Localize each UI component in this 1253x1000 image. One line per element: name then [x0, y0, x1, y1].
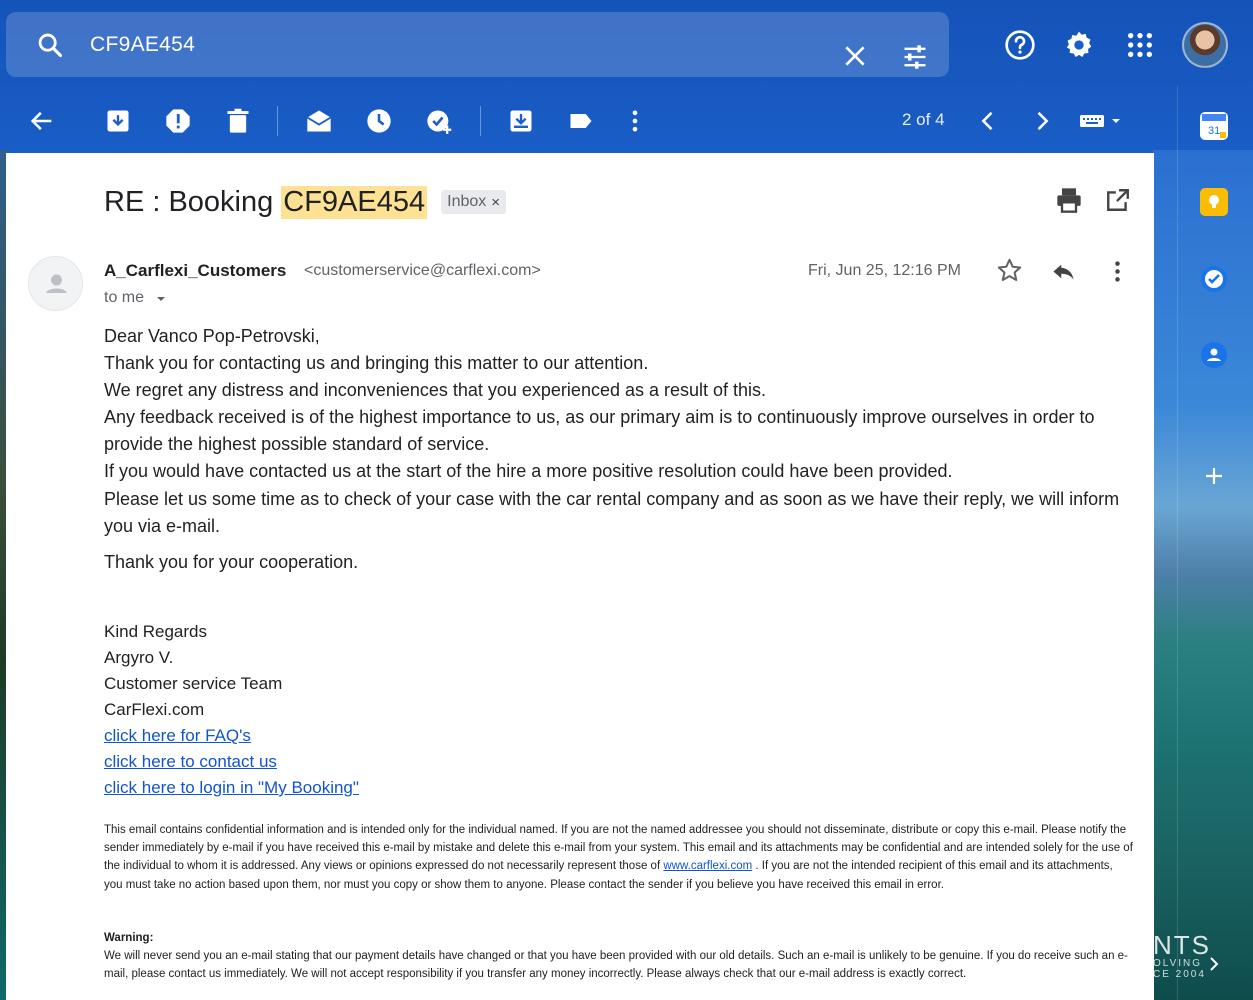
recipient-label: to me: [104, 289, 145, 306]
keep-icon[interactable]: [1200, 188, 1228, 216]
my-booking-login-link[interactable]: click here to login in "My Booking": [104, 778, 359, 797]
apps-grid-icon[interactable]: [1124, 29, 1156, 61]
inbox-label-chip[interactable]: [441, 190, 506, 214]
label-tag-icon[interactable]: [567, 107, 595, 135]
account-avatar[interactable]: [1182, 22, 1228, 68]
body-thanks: Thank you for your cooperation.: [104, 552, 359, 572]
inbox-label-text: Inbox: [447, 193, 487, 210]
body-line: you via e-mail.: [104, 516, 221, 536]
add-addon-plus-icon[interactable]: [1200, 462, 1228, 490]
star-icon[interactable]: [996, 257, 1023, 284]
search-icon[interactable]: [36, 31, 64, 59]
search-input[interactable]: CF9AE454: [90, 33, 196, 56]
watermark-text: NTS: [1153, 930, 1211, 960]
delete-trash-icon[interactable]: [224, 107, 252, 135]
subject-search-highlight: CF9AE454: [283, 185, 426, 218]
warning-text: We will never send you an e-mail stating that our payment details have changed or that you have been provided with our old details. Such an e-mail is unlikely to be genuine. If you do receive such an e-mail, please contact us immediately. We will not accept responsibility if you transfer any money incorrectly. Please always check that our e-mail address is exactly correct.: [104, 950, 1128, 981]
body-line: provide the highest possible standard of service.: [104, 434, 490, 454]
add-to-tasks-icon[interactable]: [425, 107, 453, 135]
body-line: We regret any distress and inconveniences that you experienced as a result of this.: [104, 380, 767, 400]
signature-company: CarFlexi.com: [104, 700, 205, 719]
back-arrow-icon[interactable]: [28, 107, 56, 135]
pager-count: 2 of 4: [902, 110, 945, 129]
legal-text: . If you are not the intended recipient of this email and its attachments, you must take no action based upon them, nor must you copy or show them to anyone. Please contact the sender if you believe you have received this email in error.: [104, 860, 1113, 891]
settings-gear-icon[interactable]: [1063, 29, 1095, 61]
email-date: Fri, Jun 25, 12:16 PM: [808, 262, 961, 279]
more-options-icon[interactable]: [621, 107, 649, 135]
reply-icon[interactable]: [1050, 258, 1077, 285]
confidentiality-notice: [104, 821, 1134, 894]
signature-team: Customer service Team: [104, 674, 283, 693]
contacts-icon[interactable]: [1200, 341, 1228, 369]
search-bar[interactable]: [6, 12, 949, 77]
subject-text: RE : Booking: [104, 185, 274, 218]
tasks-icon[interactable]: [1200, 265, 1228, 293]
body-line: If you would have contacted us at the start of the hire a more positive resolution could have been provided.: [104, 461, 953, 481]
legal-text: This email contains confidential information and is intended only for the individual named. If you are not the named addressee you should not disseminate, distribute or copy this e-mail. Please notify the sender immediately by e-mail if you have received this e-mail by mistake and delete this e-mail from your system. This email and its attachments may be confidential and are intended solely for the use of the individual to whom it is addressed. Any views or opinions expressed do not necessarily represent those of: [104, 824, 1133, 873]
carflexi-website-link[interactable]: www.carflexi.com: [663, 860, 753, 873]
clear-search-icon[interactable]: [842, 43, 868, 69]
toolbar-divider: [480, 106, 481, 136]
body-line: Any feedback received is of the highest importance to us, as our primary aim is to continuously improve ourselves in order to: [104, 407, 1095, 427]
older-chevron-right-icon[interactable]: [1028, 107, 1056, 135]
newer-chevron-left-icon[interactable]: [974, 107, 1002, 135]
side-panel-expand-chevron-icon[interactable]: [1206, 956, 1222, 972]
search-options-icon[interactable]: [901, 43, 929, 71]
mark-unread-icon[interactable]: [305, 107, 333, 135]
calendar-icon[interactable]: [1200, 112, 1228, 140]
signature-name: Argyro V.: [104, 648, 174, 667]
contact-us-link[interactable]: click here to contact us: [104, 752, 277, 771]
sender-email: <customerservice@carflexi.com>: [304, 262, 541, 279]
sender-name[interactable]: A_Carflexi_Customers: [104, 261, 287, 280]
body-line: Thank you for contacting us and bringing this matter to our attention.: [104, 353, 649, 373]
input-tools-keyboard-icon[interactable]: [1078, 107, 1126, 135]
archive-icon[interactable]: [104, 107, 132, 135]
body-line: Please let us some time as to check of your case with the car rental company and as soon as we have their reply, we will inform: [104, 489, 1120, 509]
toolbar-divider: [277, 106, 278, 136]
show-details-caret-icon[interactable]: [154, 292, 168, 306]
side-panel: [1177, 86, 1253, 1000]
email-subject: [104, 182, 506, 222]
help-icon[interactable]: [1004, 29, 1036, 61]
move-to-icon[interactable]: [507, 107, 535, 135]
signature-signoff: Kind Regards: [104, 622, 208, 641]
body-greeting: Dear Vanco Pop-Petrovski,: [104, 326, 320, 346]
open-new-window-icon[interactable]: [1105, 187, 1131, 213]
sender-avatar[interactable]: [28, 256, 83, 311]
watermark-subtext: OLVING: [1153, 958, 1203, 969]
faq-link[interactable]: click here for FAQ's: [104, 726, 251, 745]
svg-text:31: 31: [1208, 125, 1221, 137]
warning-title: Warning:: [104, 932, 154, 944]
watermark-subtext: CE 2004: [1153, 969, 1206, 980]
print-icon[interactable]: [1055, 186, 1083, 214]
warning-notice: [104, 929, 1134, 984]
report-spam-icon[interactable]: [164, 107, 192, 135]
snooze-clock-icon[interactable]: [365, 107, 393, 135]
message-more-options-icon[interactable]: [1104, 258, 1131, 285]
remove-label-icon[interactable]: ×: [491, 193, 501, 211]
